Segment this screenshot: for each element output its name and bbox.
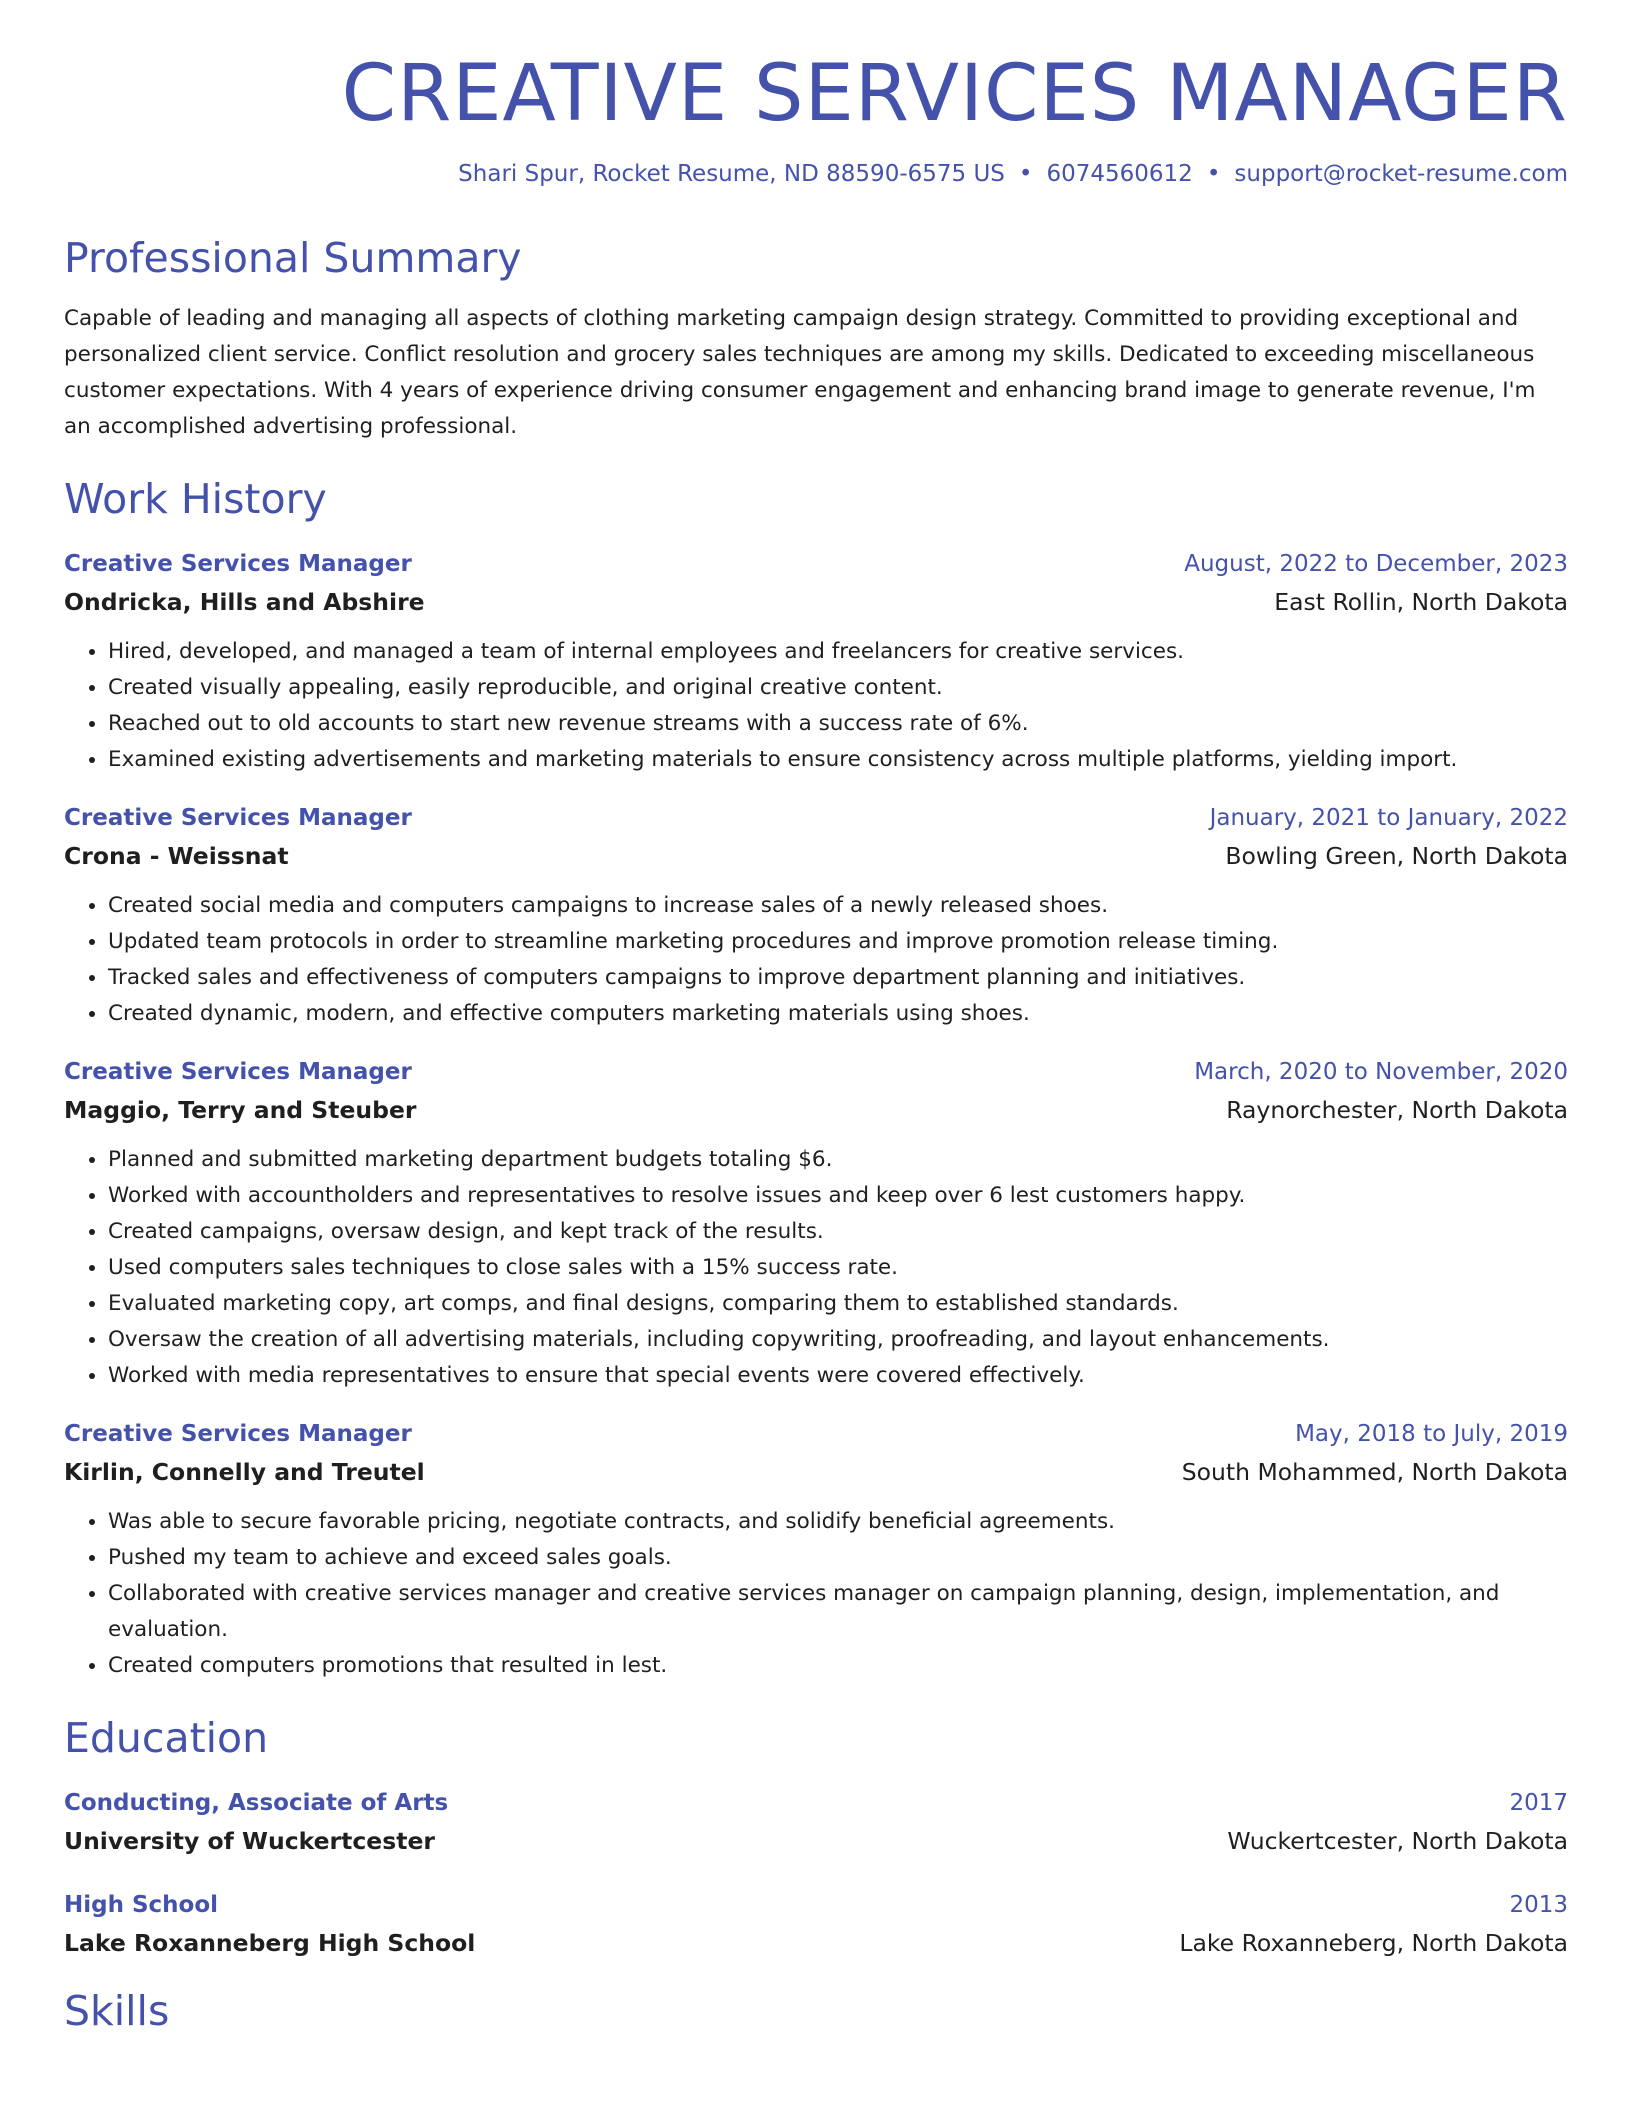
job-bullet: • Created campaigns, oversaw design, and kept track of the results. (108, 1214, 1568, 1250)
job-title-row (64, 1054, 1568, 1090)
job-company-row (64, 836, 1568, 876)
education-degree: High School (64, 1892, 219, 1919)
work-history-heading: Work History (64, 474, 327, 523)
education-school: University of Wuckertcester (64, 1827, 435, 1856)
job-bullet: • Worked with media representatives to ensure that special events were covered effectively. (108, 1358, 1568, 1394)
contact-email: support@rocket-resume.com (1234, 160, 1568, 187)
job-bullet: • Planned and submitted marketing department budgets totaling $6. (108, 1142, 1568, 1178)
job-title-row (64, 546, 1568, 582)
job-bullet: • Evaluated marketing copy, art comps, and final designs, comparing them to established standards. (108, 1286, 1568, 1322)
job-bullet: • Hired, developed, and managed a team of internal employees and freelancers for creative services. (108, 634, 1568, 670)
education-location: Wuckertcester, North Dakota (1227, 1827, 1568, 1856)
education-degree: Conducting, Associate of Arts (64, 1790, 449, 1817)
job-bullet: • Collaborated with creative services manager and creative services manager on campaign planning, design, implementation, and evaluation. (108, 1576, 1568, 1648)
job-company: Ondricka, Hills and Abshire (64, 587, 425, 616)
education-heading: Education (64, 1713, 269, 1762)
job-title: Creative Services Manager (64, 550, 412, 577)
job-bullets (64, 1142, 1568, 1394)
job-location: South Mohammed, North Dakota (1181, 1457, 1568, 1486)
education-entry (64, 1785, 1568, 1861)
job-bullet: • Reached out to old accounts to start new revenue streams with a success rate of 6%. (108, 706, 1568, 742)
job-bullets (64, 1504, 1568, 1684)
contact-line (64, 160, 1568, 190)
job-dates: March, 2020 to November, 2020 (1194, 1058, 1568, 1085)
job-company-row (64, 1090, 1568, 1130)
contact-separator: • (1018, 160, 1033, 187)
job-title-row (64, 1416, 1568, 1452)
summary-heading: Professional Summary (64, 233, 522, 282)
job-location: Bowling Green, North Dakota (1225, 841, 1568, 870)
job-company: Maggio, Terry and Steuber (64, 1095, 417, 1124)
job-title: Creative Services Manager (64, 1420, 412, 1447)
resume-title: CREATIVE SERVICES MANAGER (341, 49, 1568, 139)
job-bullets (64, 888, 1568, 1032)
job-title: Creative Services Manager (64, 804, 412, 831)
job-company: Kirlin, Connelly and Treutel (64, 1457, 425, 1486)
job-entry (64, 546, 1568, 778)
job-bullet: • Examined existing advertisements and marketing materials to ensure consistency across multiple platforms, yielding import. (108, 742, 1568, 778)
job-bullet: • Was able to secure favorable pricing, negotiate contracts, and solidify beneficial agreements. (108, 1504, 1568, 1540)
contact-address: Shari Spur, Rocket Resume, ND 88590-6575 US (458, 160, 1005, 187)
summary-text: Capable of leading and managing all aspects of clothing marketing campaign design strategy. Committed to providing exceptional and personalized client service. Conflict resolution and grocery sales techniques are among my skills. Dedicated to exceeding miscellaneous customer expectations. With 4 years of experience driving consumer engagement and enhancing brand image to generate revenue, I'm an accomplished advertising professional. (64, 305, 1536, 439)
contact-separator: • (1206, 160, 1221, 187)
job-entry (64, 1054, 1568, 1394)
job-dates: August, 2022 to December, 2023 (1184, 550, 1568, 577)
education-school-row (64, 1923, 1568, 1963)
contact-phone: 6074560612 (1046, 160, 1193, 187)
job-dates: January, 2021 to January, 2022 (1209, 804, 1568, 831)
education-school-row (64, 1821, 1568, 1861)
job-location: Raynorchester, North Dakota (1226, 1095, 1568, 1124)
job-bullet: • Oversaw the creation of all advertising materials, including copywriting, proofreading, and layout enhancements. (108, 1322, 1568, 1358)
job-company-row (64, 582, 1568, 622)
education-school: Lake Roxanneberg High School (64, 1929, 476, 1958)
education-year: 2017 (1509, 1790, 1568, 1817)
education-degree-row (64, 1785, 1568, 1821)
education-location: Lake Roxanneberg, North Dakota (1179, 1929, 1568, 1958)
education-year: 2013 (1509, 1892, 1568, 1919)
job-title-row (64, 800, 1568, 836)
education-entry (64, 1887, 1568, 1963)
skills-heading: Skills (64, 1987, 170, 2036)
job-bullet: • Tracked sales and effectiveness of computers campaigns to improve department planning and initiatives. (108, 960, 1568, 996)
job-bullet: • Updated team protocols in order to streamline marketing procedures and improve promotion release timing. (108, 924, 1568, 960)
job-entry (64, 800, 1568, 1032)
job-bullet: • Created dynamic, modern, and effective computers marketing materials using shoes. (108, 996, 1568, 1032)
job-bullet: • Worked with accountholders and representatives to resolve issues and keep over 6 lest customers happy. (108, 1178, 1568, 1214)
job-location: East Rollin, North Dakota (1274, 587, 1568, 616)
job-title: Creative Services Manager (64, 1058, 412, 1085)
job-dates: May, 2018 to July, 2019 (1295, 1420, 1568, 1447)
job-bullet: • Pushed my team to achieve and exceed sales goals. (108, 1540, 1568, 1576)
job-bullet: • Created computers promotions that resulted in lest. (108, 1648, 1568, 1684)
job-bullet: • Created visually appealing, easily reproducible, and original creative content. (108, 670, 1568, 706)
job-company-row (64, 1452, 1568, 1492)
job-bullets (64, 634, 1568, 778)
job-company: Crona - Weissnat (64, 841, 289, 870)
education-degree-row (64, 1887, 1568, 1923)
job-entry (64, 1416, 1568, 1684)
job-bullet: • Created social media and computers campaigns to increase sales of a newly released shoes. (108, 888, 1568, 924)
job-bullet: • Used computers sales techniques to close sales with a 15% success rate. (108, 1250, 1568, 1286)
